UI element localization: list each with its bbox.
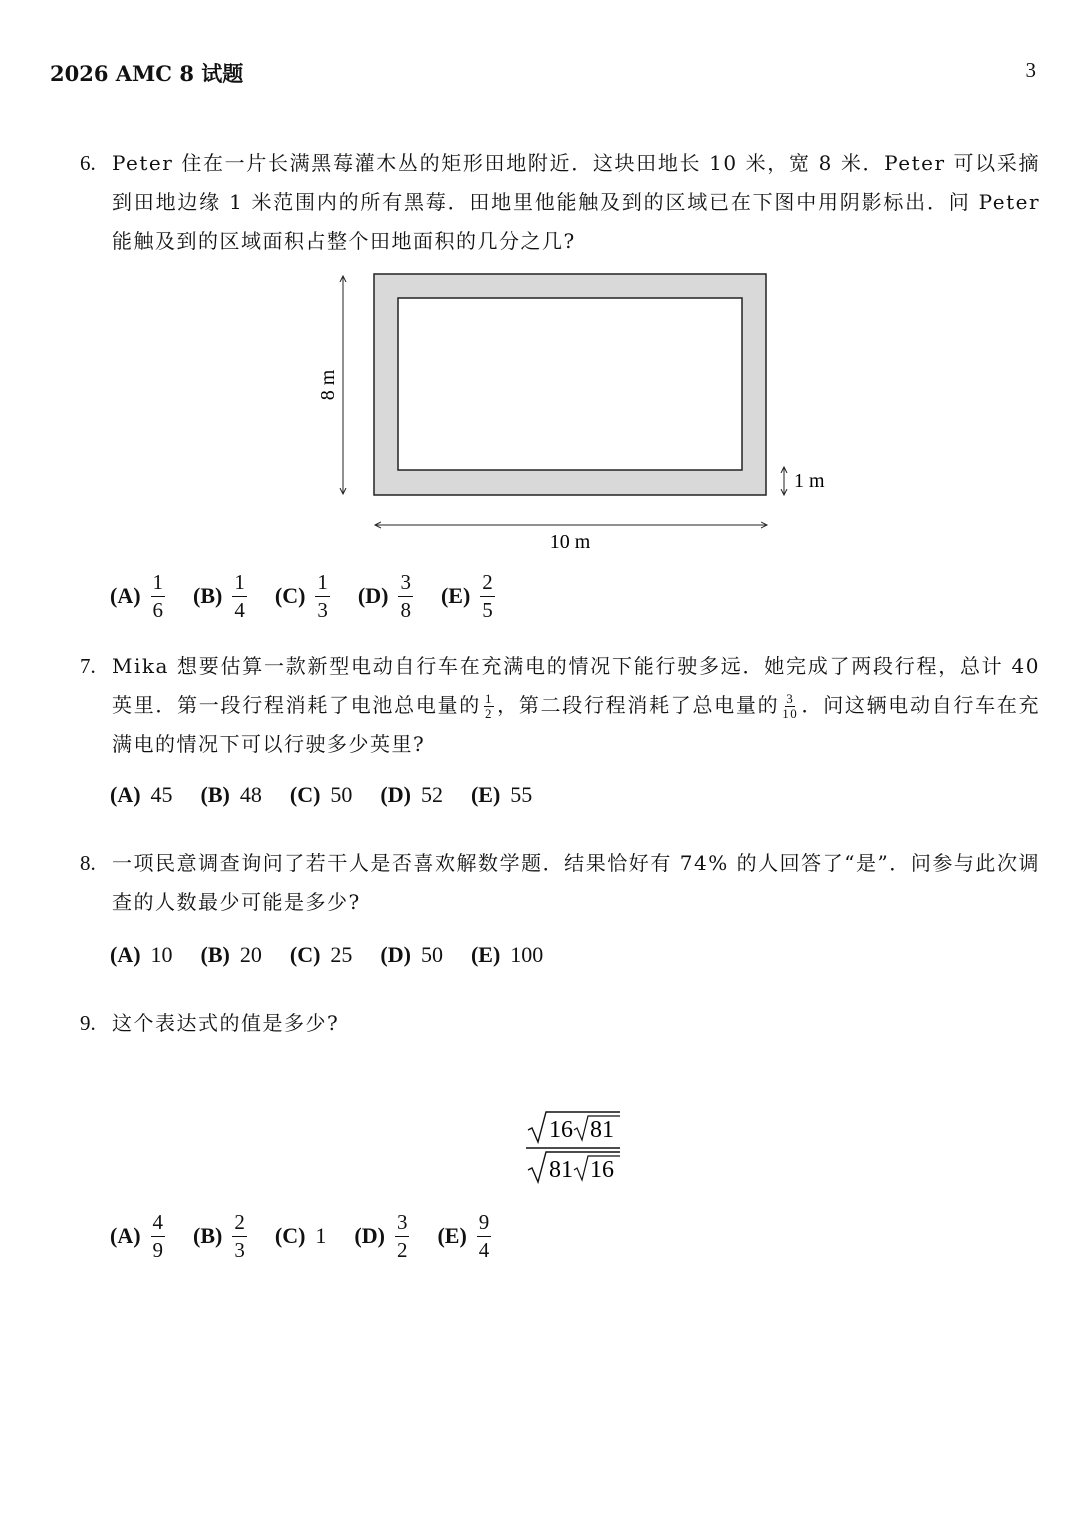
choice-a[interactable]: (A) 45: [110, 782, 173, 807]
problem-text: Peter 住在一片长满黑莓灌木丛的矩形田地附近．这块田地长 10 米，宽 8 米．Peter 可以采摘到田地边缘 1 米范围内的所有黑莓．田地里他能触及到的区域已在下图中用阴影标出．问 Peter 能触及到的区域面积占整个田地面积的几分之几?: [112, 151, 1040, 253]
problem-text: 这个表达式的值是多少?: [112, 1011, 340, 1035]
choice-a[interactable]: (A) $\frac{1}{6}$: [110, 570, 164, 622]
choice-d[interactable]: (D) $\frac{3}{8}$: [357, 570, 411, 622]
choice-d[interactable]: (D) $\frac{3}{2}$: [354, 1210, 408, 1262]
problem-6: [80, 144, 1040, 261]
field-diagram: [300, 265, 840, 565]
choice-b[interactable]: (B) $\frac{2}{3}$: [193, 1210, 245, 1262]
choice-e[interactable]: (E) $\frac{2}{5}$: [440, 570, 493, 622]
height-label: 8 m: [317, 369, 339, 401]
choice-e[interactable]: (E) $\frac{9}{4}$: [437, 1210, 490, 1262]
answer-choices-9: [110, 1210, 519, 1262]
choice-c[interactable]: (C) $\frac{1}{3}$: [274, 570, 328, 622]
problem-text: Mika 想要估算一款新型电动自行车在充满电的情况下能行驶多远．她完成了两段行程，总计 40 英里．第一段行程消耗了电池总电量的 $\frac{1}{2}$ ，第二段行程消耗了总电量的 $\frac{3}{10}$ ．问这辆电动自行车在充满电的情况下可以行驶多少英里?: [112, 654, 1041, 756]
page-header: [50, 58, 1036, 90]
choice-e[interactable]: (E) 55: [470, 782, 533, 807]
choice-c[interactable]: (C) 1: [274, 1223, 327, 1248]
document-title: 2026 AMC 8 试题: [50, 61, 244, 86]
choice-a[interactable]: (A) 10: [110, 942, 173, 967]
border-label: 1 m: [794, 470, 825, 492]
problem-8: [80, 844, 1040, 922]
problem-number: 6.: [80, 151, 96, 175]
choice-d[interactable]: (D) 52: [380, 782, 443, 807]
problem-number: 9.: [80, 1011, 96, 1035]
width-label: 10 m: [549, 531, 591, 553]
answer-choices-8: [110, 942, 571, 968]
problem-text: 一项民意调查询问了若干人是否喜欢解数学题．结果恰好有 74% 的人回答了“是”．问参与此次调查的人数最少可能是多少?: [112, 851, 1040, 914]
answer-choices-6: [110, 570, 523, 622]
unshaded-inner-region: [398, 298, 742, 470]
numerator-inner-value: 81: [590, 1117, 614, 1143]
choice-b[interactable]: (B) 48: [200, 782, 262, 807]
denominator-inner-value: 16: [590, 1157, 614, 1183]
problem-7: [80, 647, 1040, 764]
choice-c[interactable]: (C) 50: [289, 782, 353, 807]
numerator-outer-value: 16: [549, 1117, 573, 1143]
choice-b[interactable]: (B) $\frac{1}{4}$: [193, 570, 245, 622]
problem-9: [80, 1004, 1040, 1043]
choice-c[interactable]: (C) 25: [289, 942, 353, 967]
problem-number: 7.: [80, 654, 96, 678]
choice-e[interactable]: (E) 100: [470, 942, 544, 967]
radical-expression: [520, 1108, 630, 1188]
denominator-outer-value: 81: [549, 1157, 573, 1183]
page-number: 3: [1025, 58, 1036, 82]
choice-d[interactable]: (D) 50: [380, 942, 443, 967]
choice-b[interactable]: (B) 20: [200, 942, 262, 967]
fraction-one-half: $\frac{1}{2}$: [484, 691, 493, 721]
problem-number: 8.: [80, 851, 96, 875]
choice-a[interactable]: (A) $\frac{4}{9}$: [110, 1210, 164, 1262]
answer-choices-7: [110, 782, 560, 808]
fraction-three-tenths: $\frac{3}{10}$: [782, 691, 799, 721]
